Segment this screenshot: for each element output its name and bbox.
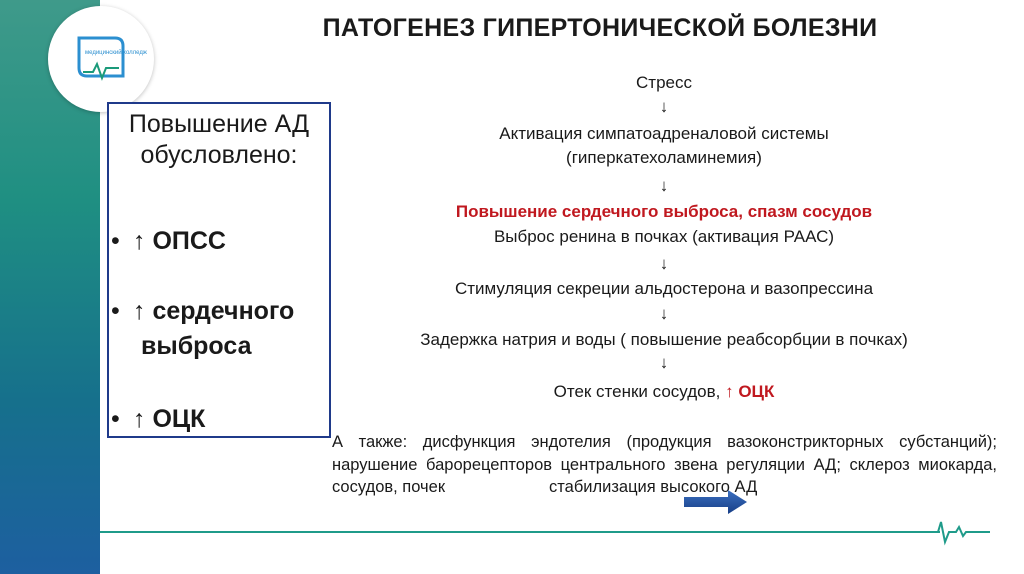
flow-activation: Активация симпатоадреналовой системы — [499, 124, 829, 143]
additional-factors — [332, 431, 997, 499]
box-heading: Повышение АД обусловлено: — [128, 110, 310, 169]
up-arrow-icon: ↑ — [133, 227, 146, 255]
college-logo — [48, 6, 154, 112]
down-arrow-icon: ↓ — [659, 304, 669, 323]
bullet-dot: • — [111, 297, 120, 325]
flow-cardiac-output: Повышение сердечного выброса, спазм сосудов — [455, 202, 873, 221]
flow-edema: Отек стенки сосудов, — [553, 382, 721, 401]
flow-renin: Выброс ренина в почках (активация РААС) — [493, 227, 835, 246]
flow-stress: Стресс — [636, 73, 692, 92]
down-arrow-icon: ↓ — [659, 254, 669, 273]
flow-retention: Задержка натрия и воды ( повышение реабсорбции в почках) — [420, 330, 908, 349]
college-logo-icon — [75, 36, 147, 84]
bullet-opss — [111, 224, 226, 259]
additional-factors-text: А также: дисфункция эндотелия (продукция вазоконстрикторных субстанций); нарушение барорецепторов центрального звена регуляции АД; склероз миокарда, сосудов, почек — [332, 433, 997, 496]
flow-edema-line — [338, 381, 990, 403]
bullet-dot: • — [111, 227, 120, 255]
up-arrow-icon: ↑ — [133, 405, 146, 433]
flow-stimulation: Стимуляция секреции альдостерона и вазопрессина — [454, 279, 874, 298]
cause-box — [107, 102, 331, 438]
down-arrow-icon: ↓ — [659, 353, 669, 372]
bullet-cardiac-output — [111, 294, 294, 364]
bullet-text: сердечного — [152, 297, 295, 325]
down-arrow-icon: ↓ — [659, 176, 669, 195]
bullet-text: ОПСС — [152, 227, 226, 255]
flow-occ: ↑ ОЦК — [725, 382, 775, 401]
bullet-text: ОЦК — [152, 405, 206, 433]
logo-text: медицинский колледж — [85, 50, 147, 56]
bullet-dot: • — [111, 405, 120, 433]
slide-title: ПАТОГЕНЕЗ ГИПЕРТОНИЧЕСКОЙ БОЛЕЗНИ — [322, 14, 878, 42]
heartbeat-icon — [930, 516, 990, 546]
bottom-divider — [100, 531, 940, 533]
down-arrow-icon: ↓ — [659, 97, 669, 116]
right-arrow-icon — [684, 489, 748, 515]
bullet-text-continued: выброса — [141, 332, 252, 360]
bullet-occ — [111, 402, 205, 437]
up-arrow-icon: ↑ — [133, 297, 146, 325]
additional-factors-tail: стабилизация высокого АД — [549, 478, 758, 496]
flow-activation-sub: (гиперкатехоламинемия) — [566, 148, 762, 167]
